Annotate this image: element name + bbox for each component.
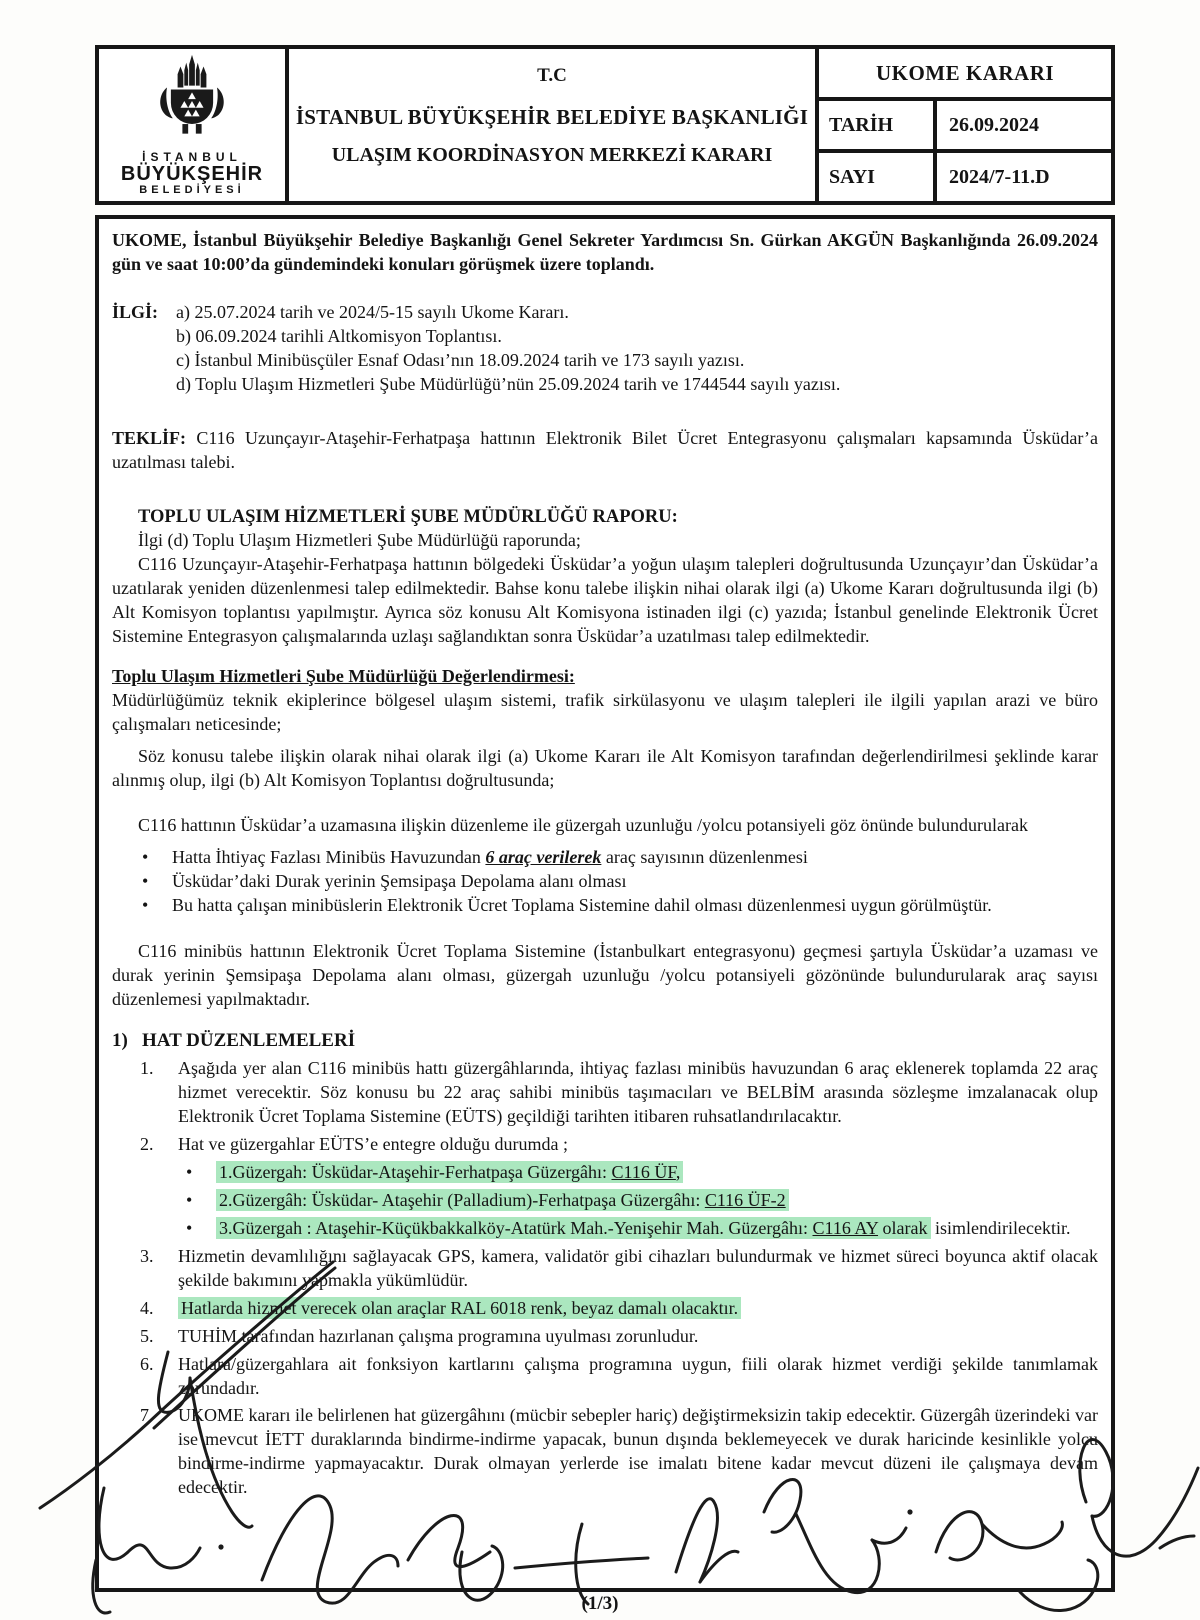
bullet-text: Hatta İhtiyaç Fazlası Minibüs Havuzundan 6 araç verilerek araç sayısının düzenlenmesi [172, 847, 808, 868]
route-code: C116 AY [812, 1217, 879, 1238]
degerlendirme-paragraph-2: Söz konusu talebe ilişkin olarak nihai olarak ilgi (a) Ukome Kararı ile Alt Komisyon tarafından değerlendirilmesi şeklinde karar alınmış olup, ilgi (b) Alt Komisyon Toplantısı doğrultusunda; [112, 745, 1098, 790]
item-highlight: Hatlarda hizmet verecek olan araçlar RAL 6018 renk, beyaz damalı olacaktır. [178, 1297, 741, 1319]
ilgi-item: d) Toplu Ulaşım Hizmetleri Şube Müdürlüğü’nün 25.09.2024 tarih ve 1744544 sayılı yazısı. [176, 373, 841, 394]
item-number: 2. [140, 1134, 154, 1155]
title-line-2: İSTANBUL BÜYÜKŞEHİR BELEDİYE BAŞKANLIĞI [295, 105, 809, 129]
route-highlight: 2.Güzergâh: Üsküdar- Ataşehir (Palladium)-Ferhatpaşa Güzergâhı: C116 ÜF-2 [216, 1189, 789, 1211]
rapor-heading: TOPLU ULAŞIM HİZMETLERİ ŞUBE MÜDÜRLÜĞÜ RAPORU: [138, 506, 678, 527]
hat-heading [112, 1028, 1098, 1053]
item-text: Hizmetin devamlılığını sağlayacak GPS, kamera, validatör gibi cihazları bulundurmak ve hizmet süreci boyunca aktif olacak şekilde bakımını yapmakla yükümlüdür. [178, 1245, 1098, 1290]
evaluation-bullet [142, 894, 1098, 918]
decision-table [815, 49, 1111, 201]
teklif-paragraph [112, 427, 1098, 475]
numbered-item-2 [140, 1133, 1098, 1157]
ilgi-item: a) 25.07.2024 tarih ve 2024/5-15 sayılı Ukome Kararı. [176, 301, 569, 322]
teklif-text: C116 Uzunçayır-Ataşehir-Ferhatpaşa hattının Elektronik Bilet Ücret Entegrasyonu çalışmaları kapsamında Üsküdar’a uzatılması talebi. [112, 427, 1098, 472]
header-table [95, 45, 1115, 205]
numbered-item-4 [140, 1297, 1098, 1321]
ilgi-label: İLGİ: [112, 301, 159, 322]
numbered-item-5 [140, 1325, 1098, 1349]
teklif-label: TEKLİF: [112, 427, 187, 448]
item-text: Hat ve güzergahlar EÜTS’e entegre olduğu durumda ; [178, 1134, 569, 1155]
route-bullet-1 [186, 1161, 1098, 1185]
item-number: 6. [140, 1353, 154, 1374]
ibb-emblem-icon [144, 53, 240, 149]
bullet-dot-icon [142, 870, 172, 894]
route-code: C116 ÜF-2 [704, 1189, 786, 1210]
degerlendirme-paragraph-4: C116 minibüs hattının Elektronik Ücret Toplama Sistemine (İstanbulkart entegrasyonu) geçmesi şartıyla Üsküdar’a uzaması ve durak yerinin Şemsipaşa Depolama alanı olması, güzergah uzunluğu /yolcu potansiyeli gözönünde bulundurularak araç sayısı düzenlemesi yapılmaktadır. [112, 941, 1098, 1010]
ilgi-item: c) İstanbul Minibüsçüler Esnaf Odası’nın 18.09.2024 tarih ve 173 sayılı yazısı. [176, 349, 745, 370]
number-label: SAYI [819, 153, 937, 201]
bullet-dot-icon [142, 894, 172, 918]
evaluation-bullet [142, 846, 1098, 870]
item-number: 4. [140, 1297, 154, 1318]
number-value: 2024/7-11.D [949, 165, 1050, 188]
item-text: UKOME kararı ile belirlenen hat güzergâhını (mücbir sebepler hariç) değiştirmeksizin takip edecektir. Güzergâh üzerindeki var ise mevcut İETT duraklarında bindirme-indirme yapacak, bunun dışında beklemeyecek ve durak haricinde kesinlikle yolcu bindirme-indirme yapmayacaktır. Durak olmayan yerlerde ise imalatı bitene kadar mevcut düzeni ile çalışmaya devam edecektir. [178, 1405, 1098, 1498]
logo-text [121, 151, 263, 196]
intro-paragraph: UKOME, İstanbul Büyükşehir Belediye Başkanlığı Genel Sekreter Yardımcısı Sn. Gürkan AKGÜN Başkanlığında 26.09.2024 gün ve saat 10:00’da gündemindeki konuları görüşmek üzere toplandı. [112, 230, 1098, 274]
hat-heading-number: 1) [112, 1030, 128, 1052]
ilgi-list [176, 301, 1098, 397]
degerlendirme-paragraph-1: Müdürlüğümüz teknik ekiplerince bölgesel ulaşım sistemi, trafik sirkülasyonu ve ulaşım talepleri ile ilgili yapılan arazi ve büro çalışmaları neticesinde; [112, 689, 1098, 734]
numbered-item-7 [140, 1404, 1098, 1500]
logo-line-2: BÜYÜKŞEHİR [120, 162, 264, 185]
degerlendirme-heading: Toplu Ulaşım Hizmetleri Şube Müdürlüğü Değerlendirmesi: [112, 665, 575, 686]
page-number: (1/3) [581, 1593, 619, 1614]
title-tc: T.C [537, 65, 567, 86]
emphasized-text: 6 araç verilerek [485, 847, 602, 868]
route-text: 3.Güzergah : Ataşehir-Küçükbakkalköy-Atatürk Mah.-Yenişehir Mah. Güzergâhı: C116 AY olarak isimlendirilecektir. [216, 1217, 1098, 1241]
body-box [95, 215, 1115, 1592]
item-number: 3. [140, 1245, 154, 1266]
item-number: 5. [140, 1325, 154, 1346]
evaluation-bullet-list [112, 846, 1098, 918]
bullet-dot-icon [186, 1217, 216, 1241]
title-line-3: ULAŞIM KOORDİNASYON MERKEZİ KARARI [331, 144, 773, 166]
document-title-cell [289, 49, 815, 201]
logo-line-1: İSTANBUL [142, 150, 242, 164]
hat-heading-text: HAT DÜZENLEMELERİ [142, 1030, 356, 1052]
date-label: TARİH [819, 101, 937, 149]
item-number: 7. [140, 1405, 154, 1426]
logo-line-3: BELEDİYESİ [139, 183, 245, 196]
item-text [178, 1297, 1098, 1321]
decision-title: UKOME KARARI [819, 49, 1111, 101]
bullet-text: Bu hatta çalışan minibüslerin Elektronik Ücret Toplama Sistemine dahil olması düzenlenmesi uygun görülmüştür. [172, 895, 992, 916]
ilgi-block [112, 301, 1098, 397]
route-code: C116 ÜF [611, 1162, 676, 1183]
item-text: Hatlara/güzergahlara ait fonksiyon kartlarını çalışma programına uygun, fiili olarak hizmet verdiği şekilde tanımlamak zorundadır. [178, 1353, 1098, 1398]
date-value: 26.09.2024 [949, 113, 1039, 136]
rapor-line: İlgi (d) Toplu Ulaşım Hizmetleri Şube Müdürlüğü raporunda; [138, 530, 581, 551]
route-bullet-2 [186, 1189, 1098, 1213]
bullet-text: Üsküdar’daki Durak yerinin Şemsipaşa Depolama alanı olması [172, 871, 627, 892]
bullet-dot-icon [186, 1161, 216, 1185]
numbered-item-1 [140, 1057, 1098, 1129]
route-highlight: 1.Güzergah: Üsküdar-Ataşehir-Ferhatpaşa Güzergâhı: C116 ÜF, [216, 1161, 683, 1183]
bullet-dot-icon [142, 846, 172, 870]
item-text: Aşağıda yer alan C116 minibüs hattı güzergâhlarında, ihtiyaç fazlası minibüs havuzundan 6 araç eklenerek toplamda 22 araç hizmet verecektir. Söz konusu bu 22 araç sahibi minibüs taşımacıları ve BELBİM arasında sözleşme imzalanacak olup Elektronik Ücret Toplama Sistemine (EÜTS) geçildiği tarihten itibaren ruhsatlandırılacaktır. [178, 1058, 1098, 1127]
rapor-paragraph: C116 Uzunçayır-Ataşehir-Ferhatpaşa hattının bölgedeki Üsküdar’a yoğun ulaşım talepleri doğrultusunda Uzunçayır’dan Üsküdar’a uzatılarak yeniden düzenlenmesi talep edilmektedir. Bahse konu talebe ilişkin nihai olarak ilgi (a) Ukome Kararı doğrultusunda ilgi (b) Alt Komisyon toplantısı yapılmıştır. Ayrıca söz konusu Alt Komisyona istinaden ilgi (c) yazıda; İstanbul genelinde Elektronik Ücret Sistemine Entegrasyon çalışmalarında uzlaşı sağlandıktan sonra Üsküdar’a uzatılması talep edilmektedir. [112, 554, 1098, 646]
item-number: 1. [140, 1058, 154, 1079]
evaluation-bullet [142, 870, 1098, 894]
bullet-dot-icon [186, 1189, 216, 1213]
route-text [216, 1189, 1098, 1213]
ilgi-item: b) 06.09.2024 tarihli Altkomisyon Toplantısı. [176, 325, 502, 346]
decision-row-date [819, 101, 1111, 149]
route-text [216, 1161, 1098, 1185]
route-bullet-3 [186, 1217, 1098, 1241]
numbered-item-3 [140, 1245, 1098, 1293]
degerlendirme-paragraph-3: C116 hattının Üsküdar’a uzamasına ilişkin düzenleme ile güzergah uzunluğu /yolcu potansiyeli göz önünde bulundurularak [138, 815, 1028, 836]
item-text: TUHİM tarafından hazırlanan çalışma programına uyulması zorunludur. [178, 1325, 699, 1346]
decision-row-number [819, 149, 1111, 201]
route-highlight: 3.Güzergah : Ataşehir-Küçükbakkalköy-Atatürk Mah.-Yenişehir Mah. Güzergâhı: C116 AY olarak [216, 1217, 931, 1239]
numbered-item-6 [140, 1353, 1098, 1401]
logo-cell [99, 49, 289, 201]
